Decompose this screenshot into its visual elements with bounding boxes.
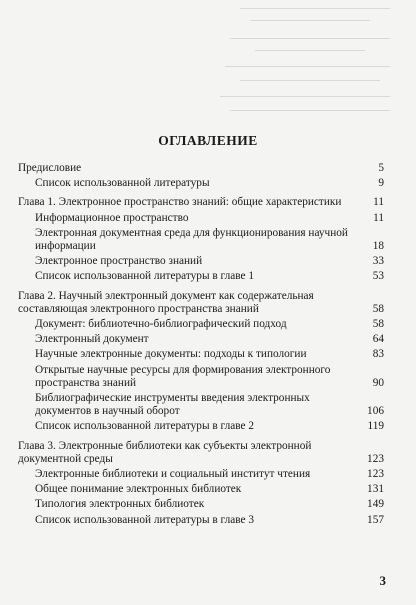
toc-entry: Открытые научные ресурсы для формирования электронного пространства знаний 90: [35, 363, 384, 389]
toc-entry: Электронная документная среда для функционирования научной информации 18: [35, 226, 384, 253]
page-number: 3: [379, 573, 386, 588]
show-through-text: [0, 0, 416, 120]
toc-entry: Список использованной литературы в главе 1 53: [35, 270, 384, 283]
toc-entry: Библиографические инструменты введения электронных документов в научный оборот 106: [35, 392, 384, 418]
toc-entry: Типология электронных библиотек 149: [35, 498, 384, 511]
toc-entry: Научные электронные документы: подходы к типологии 83: [35, 348, 384, 361]
toc-entry: Список использованной литературы 9: [35, 177, 384, 190]
page-title: ОГЛАВЛЕНИЕ: [158, 133, 258, 148]
toc-entry: Электронный документ 64: [35, 333, 384, 346]
toc-entry: Электронные библиотеки и социальный институт чтения 123: [35, 468, 384, 481]
toc-entry: Глава 1. Электронное пространство знаний: общие характеристики 11: [18, 196, 384, 209]
toc-entry: Глава 3. Электронные библиотеки как субъекты электронной документной среды 123: [18, 439, 384, 465]
toc-entry: Глава 2. Научный электронный документ как содержательная составляющая электронного пространства знаний 58: [18, 289, 384, 315]
toc-entry: Информационное пространство 11: [35, 211, 384, 224]
toc-entry: Список использованной литературы в главе 2 119: [35, 420, 384, 433]
toc-entry: Документ: библиотечно-библиографический подход 58: [35, 318, 384, 331]
toc-entry: Общее понимание электронных библиотек 131: [35, 483, 384, 496]
toc-entry: Электронное пространство знаний 33: [35, 255, 384, 268]
table-of-contents: [18, 162, 384, 529]
toc-entry: Предисловие 5: [18, 162, 384, 174]
toc-entry: Список использованной литературы в главе 3 157: [35, 513, 384, 526]
